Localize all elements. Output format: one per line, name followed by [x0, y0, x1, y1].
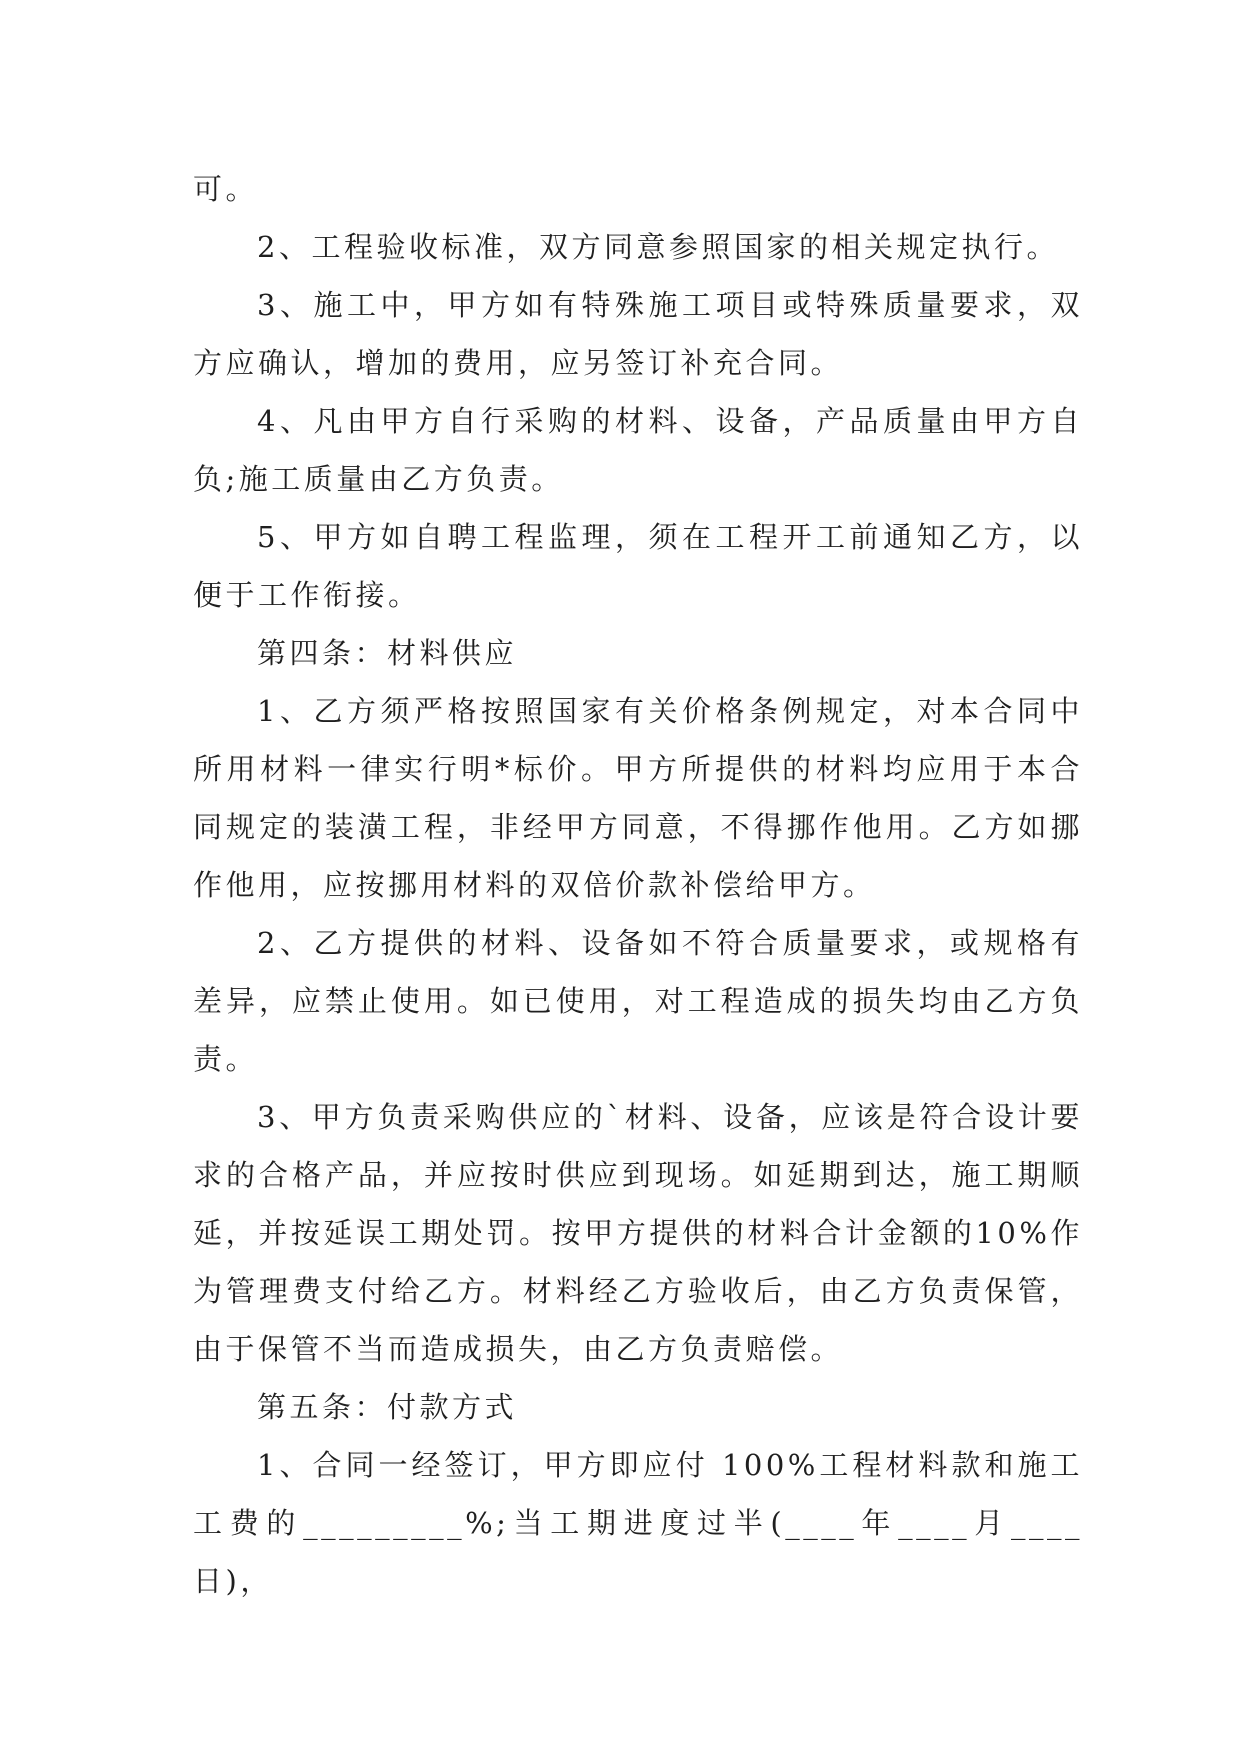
paragraph-clause-5-supervision: 5、甲方如自聘工程监理，须在工程开工前通知乙方，以便于工作衔接。 — [193, 520, 1083, 612]
paragraph-article-5-clause-1: 1、合同一经签订，甲方即应付 100%工程材料款和施工工费的_________%;当工期进度过半(____年____月____日)， — [193, 1448, 1083, 1598]
document-body — [193, 160, 1083, 1610]
paragraph-clause-3-special-requirements: 3、施工中，甲方如有特殊施工项目或特殊质量要求，双方应确认，增加的费用，应另签订补充合同。 — [193, 288, 1083, 380]
paragraph-continuation: 可。 — [193, 172, 259, 206]
section-heading-article-4: 第四条：材料供应 — [257, 636, 518, 670]
paragraph-article-4-clause-2: 2、乙方提供的材料、设备如不符合质量要求，或规格有差异，应禁止使用。如已使用，对工程造成的损失均由乙方负责。 — [193, 926, 1083, 1076]
paragraph-article-4-clause-3: 3、甲方负责采购供应的`材料、设备，应该是符合设计要求的合格产品，并应按时供应到现场。如延期到达，施工期顺延，并按延误工期处罚。按甲方提供的材料合计金额的10%作为管理费支付给乙方。材料经乙方验收后，由乙方负责保管，由于保管不当而造成损失，由乙方负责赔偿。 — [193, 1100, 1083, 1366]
paragraph-article-4-clause-1: 1、乙方须严格按照国家有关价格条例规定，对本合同中所用材料一律实行明*标价。甲方所提供的材料均应用于本合同规定的装潢工程，非经甲方同意，不得挪作他用。乙方如挪作他用，应按挪用材料的双倍价款补偿给甲方。 — [193, 694, 1083, 902]
paragraph-clause-2-acceptance-standard: 2、工程验收标准，双方同意参照国家的相关规定执行。 — [257, 230, 1059, 264]
paragraph-clause-4-party-a-materials: 4、凡由甲方自行采购的材料、设备，产品质量由甲方自负;施工质量由乙方负责。 — [193, 404, 1083, 496]
section-heading-article-5: 第五条：付款方式 — [257, 1390, 518, 1424]
